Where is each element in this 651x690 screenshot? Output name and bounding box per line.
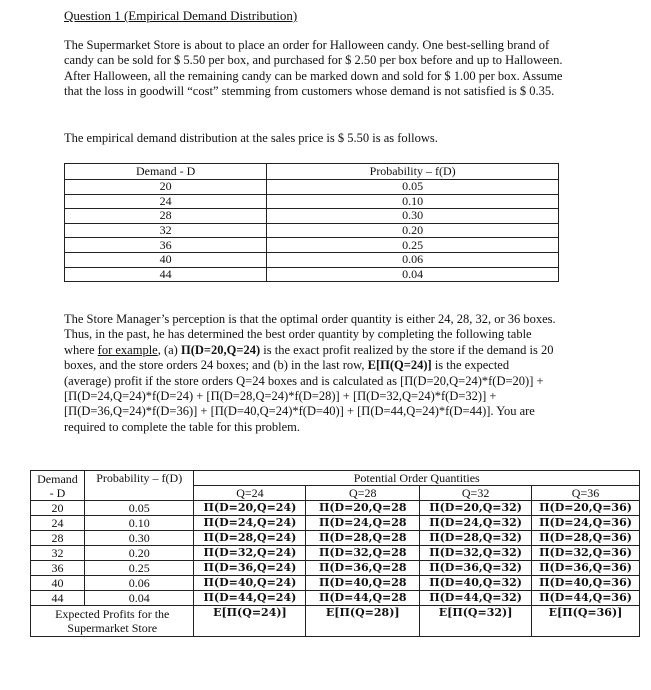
probability-cell: 0.04 [84,591,194,606]
profit-cell: Π(D=44,Q=36) [532,591,640,606]
profit-cell: Π(D=32,Q=32) [420,546,532,561]
table-row [65,194,559,209]
probability-cell: 0.04 [267,267,559,282]
demand-header-line2: - D [49,485,66,500]
profit-cell: Π(D=28,Q=28 [306,531,420,546]
table-row [65,180,559,195]
distribution-intro: The empirical demand distribution at the sales price is $ 5.50 is as follows. [64,131,438,145]
demand-column-header [31,471,85,501]
probability-cell: 0.10 [84,516,194,531]
demand-cell: 20 [31,501,85,516]
table-header-row [65,164,559,180]
probability-cell: 0.10 [267,194,559,209]
q32-header: Q=32 [420,486,532,501]
probability-header: Probability – f(D) [267,164,559,180]
profit-cell: Π(D=28,Q=32) [420,531,532,546]
profit-cell: Π(D=32,Q=24) [194,546,306,561]
q28-header: Q=28 [306,486,420,501]
order-quantities-header: Potential Order Quantities [194,471,640,486]
table-row [31,501,640,516]
demand-distribution-table [64,163,559,282]
probability-cell: 0.05 [84,501,194,516]
probability-cell: 0.06 [267,252,559,267]
profit-cell: Π(D=24,Q=36) [532,516,640,531]
demand-cell: 28 [31,531,85,546]
probability-column-header: Probability – f(D) [84,471,194,501]
demand-cell: 40 [31,576,85,591]
profit-cell: Π(D=44,Q=24) [194,591,306,606]
expected-profit-row [31,606,640,637]
profit-cell: Π(D=36,Q=32) [420,561,532,576]
demand-cell: 32 [31,546,85,561]
profit-cell: Π(D=24,Q=32) [420,516,532,531]
table-row [65,252,559,267]
demand-cell: 24 [31,516,85,531]
table-row [31,546,640,561]
demand-cell: 44 [65,267,267,282]
q36-header: Q=36 [532,486,640,501]
table-row [65,267,559,282]
probability-cell: 0.20 [84,546,194,561]
expected-profit-cell: E[Π(Q=24)] [194,606,306,637]
manager-paragraph [64,312,559,435]
probability-cell: 0.06 [84,576,194,591]
profit-cell: Π(D=24,Q=24) [194,516,306,531]
profit-cell: Π(D=40,Q=28 [306,576,420,591]
probability-cell: 0.30 [267,209,559,224]
table-row [65,209,559,224]
profit-header-row [31,471,640,486]
manager-text-4: is the expected (average) profit if the store orders Q=24 boxes and is calculated as [Π(D=20,Q=24)*f(D=20)] + [Π(D=24,Q=24)*f(D=24) + [Π(D=28,Q=24)*f(D=28)] + [Π(D=32,Q=24)*f(D=32)] + [Π(D=36,Q=24)*f(D=36)] + [Π(D=40,Q=24)*f(D=40)] + [Π(D=44,Q=24)*f(D=44)]. You are required to complete the table for this problem. [64,358,544,434]
profit-cell: Π(D=20,Q=32) [420,501,532,516]
probability-cell: 0.25 [267,238,559,253]
profit-cell: Π(D=44,Q=32) [420,591,532,606]
probability-cell: 0.20 [267,223,559,238]
profit-cell: Π(D=36,Q=28 [306,561,420,576]
manager-text-1: The Store Manager’s perception is that the optimal order quantity is either 24, 28, 32, or 36 boxes. Thus, in the past, he has determined the best order quantity by completing the following table where [64,312,556,357]
demand-cell: 36 [31,561,85,576]
intro-paragraph: The Supermarket Store is about to place an order for Halloween candy. One best-selling brand of candy can be sold for $ 5.50 per box, and purchased for $ 2.50 per box before and up to Halloween. After Halloween, all the remaining candy can be marked down and sold for $ 1.00 per box. Assume that the loss in goodwill “cost” stemming from customers whose demand is not satisfied is $ 0.35. [64,38,563,99]
expected-label-line1: Expected Profits for the [55,607,170,621]
profit-cell: Π(D=40,Q=36) [532,576,640,591]
probability-cell: 0.30 [84,531,194,546]
expected-profit-cell: E[Π(Q=32)] [420,606,532,637]
table-row [31,561,640,576]
profit-cell: Π(D=24,Q=28 [306,516,420,531]
profit-cell: Π(D=28,Q=36) [532,531,640,546]
for-example-text: for example [97,342,158,357]
profit-cell: Π(D=40,Q=32) [420,576,532,591]
manager-text-2: , (a) [157,342,181,357]
profit-cell: Π(D=32,Q=36) [532,546,640,561]
expected-profit-cell: E[Π(Q=36)] [532,606,640,637]
table-row [65,223,559,238]
expected-profit-cell: E[Π(Q=28)] [306,606,420,637]
demand-header-line1: Demand [37,471,78,486]
profit-cell: Π(D=36,Q=36) [532,561,640,576]
profit-symbol: Π(D=20,Q=24) [180,342,261,357]
demand-cell: 24 [65,194,267,209]
manager-text-3: is the exact profit realized by the store if the demand is 20 boxes, and the store orders 24 boxes; and (b) in the last row, [64,342,554,373]
profit-cell: Π(D=32,Q=28 [306,546,420,561]
table-row [31,591,640,606]
demand-cell: 40 [65,252,267,267]
expected-label-line2: Supermarket Store [67,621,158,635]
probability-cell: 0.25 [84,561,194,576]
demand-header: Demand - D [65,164,267,180]
demand-cell: 20 [65,180,267,195]
profit-cell: Π(D=20,Q=24) [194,501,306,516]
profit-cell: Π(D=20,Q=36) [532,501,640,516]
profit-cell: Π(D=40,Q=24) [194,576,306,591]
profit-table [30,470,640,637]
profit-cell: Π(D=20,Q=28 [306,501,420,516]
demand-cell: 36 [65,238,267,253]
table-row [31,531,640,546]
demand-cell: 32 [65,223,267,238]
profit-cell: Π(D=44,Q=28 [306,591,420,606]
question-heading: Question 1 (Empirical Demand Distribution) [64,8,298,23]
profit-cell: Π(D=28,Q=24) [194,531,306,546]
expected-profits-label [31,606,194,637]
demand-cell: 44 [31,591,85,606]
table-row [31,576,640,591]
table-row [31,516,640,531]
probability-cell: 0.05 [267,180,559,195]
table-row [65,238,559,253]
demand-cell: 28 [65,209,267,224]
q24-header: Q=24 [194,486,306,501]
profit-cell: Π(D=36,Q=24) [194,561,306,576]
expected-profit-symbol: E[Π(Q=24)] [367,358,432,373]
